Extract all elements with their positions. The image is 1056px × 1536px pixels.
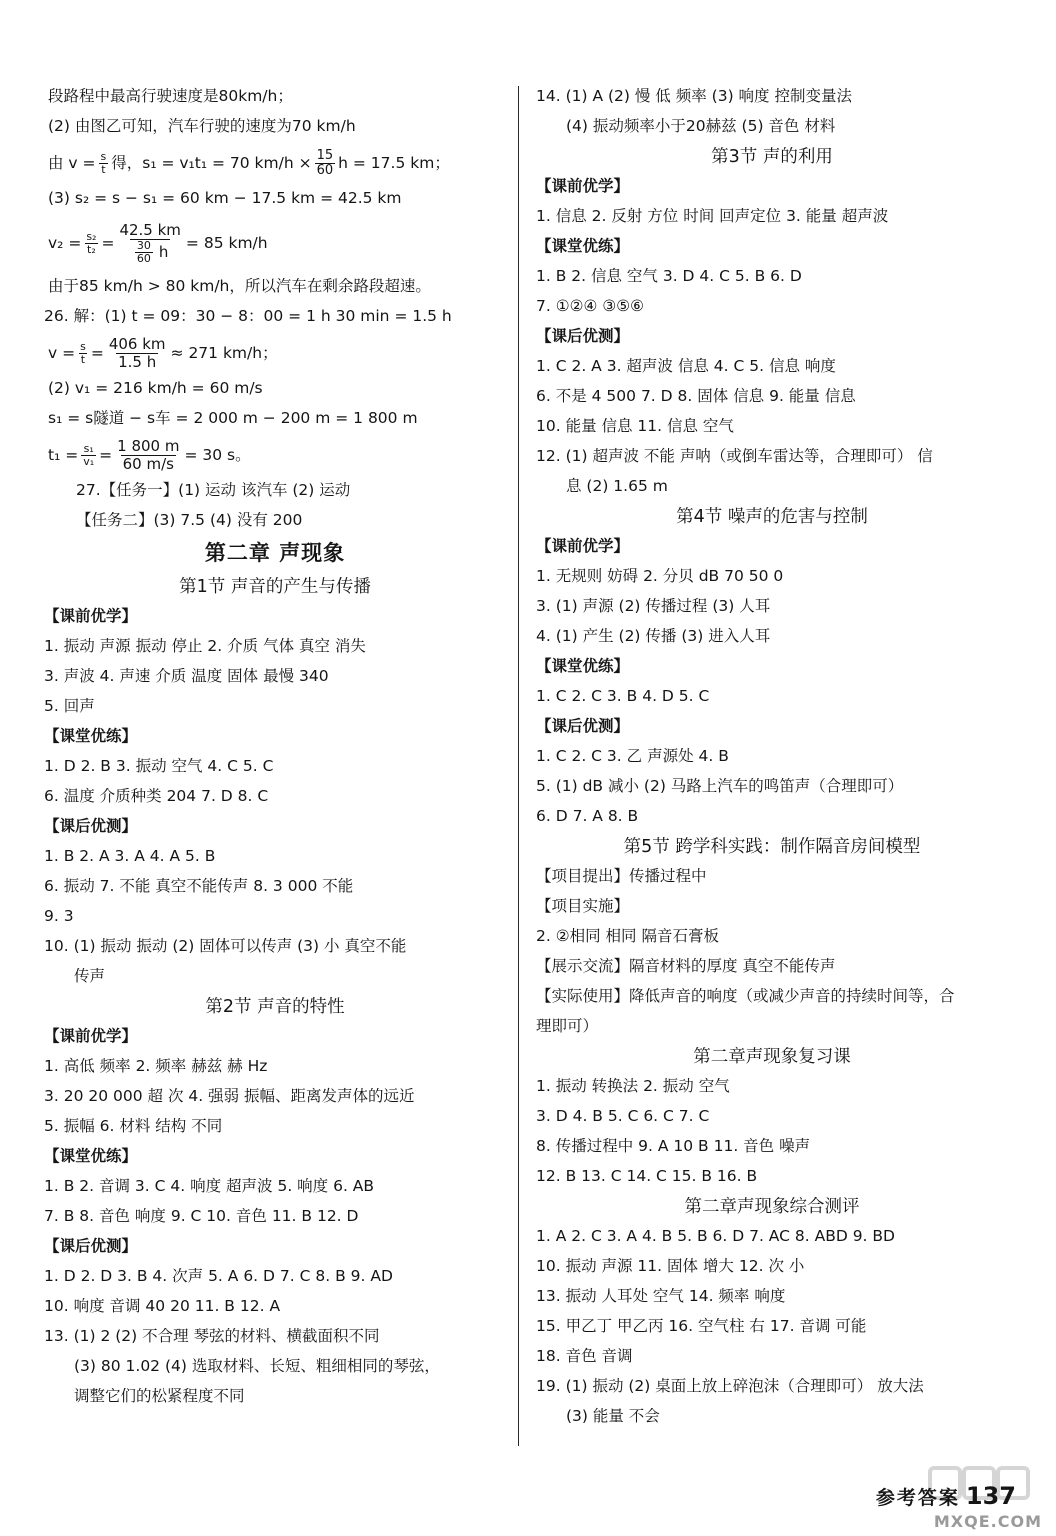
answer-line: 13. 振动 人耳处 空气 14. 频率 响度 xyxy=(536,1287,786,1305)
numerator: 1 800 m xyxy=(117,436,180,455)
answer-line: 5. 回声 xyxy=(44,697,95,715)
formula-line xyxy=(44,332,506,374)
formula-line xyxy=(44,142,506,184)
section-title: 第二章声现象复习课 xyxy=(693,1047,851,1067)
right-column xyxy=(536,82,1008,1432)
answer-line: 1. 无规则 妨碍 2. 分贝 dB 70 50 0 xyxy=(536,567,784,585)
formula-text: h = 17.5 km； xyxy=(338,154,450,172)
denominator: 1.5 h xyxy=(118,352,157,371)
formula-text: = 85 km/h xyxy=(185,234,268,252)
answer-line: 18. 音色 音调 xyxy=(536,1347,633,1365)
tag-after-class: 【课后优测】 xyxy=(536,717,630,735)
tag-pre-class: 【课前优学】 xyxy=(44,607,138,625)
compound-fraction xyxy=(117,222,182,265)
answer-line: 7. B 8. 音色 响度 9. C 10. 音色 11. B 12. D xyxy=(44,1207,359,1225)
denominator: t₂ xyxy=(87,242,96,256)
answer-line: 1. 信息 2. 反射 方位 时间 回声定位 3. 能量 超声波 xyxy=(536,207,889,225)
answer-line: 8. 传播过程中 9. A 10 B 11. 音色 噪声 xyxy=(536,1137,811,1155)
tag-after-class: 【课后优测】 xyxy=(44,1237,138,1255)
numerator: 15 xyxy=(316,147,334,163)
answer-line: 理即可） xyxy=(536,1017,599,1035)
tag-in-class: 【课堂优练】 xyxy=(44,727,138,745)
tag-after-class: 【课后优测】 xyxy=(536,327,630,345)
denominator: 60 xyxy=(136,251,151,265)
answer-line: 10. 能量 信息 11. 信息 空气 xyxy=(536,417,734,435)
answer-line: 1. C 2. C 3. 乙 声源处 4. B xyxy=(536,747,729,765)
answer-line: 调整它们的松紧程度不同 xyxy=(74,1387,245,1405)
answer-line: 14. (1) A (2) 慢 低 频率 (3) 响度 控制变量法 xyxy=(536,87,852,105)
answer-line: 3. (1) 声源 (2) 传播过程 (3) 人耳 xyxy=(536,597,771,615)
answer-line: (3) 能量 不会 xyxy=(566,1407,660,1425)
numerator: s₁ xyxy=(83,441,94,455)
answer-line: 6. D 7. A 8. B xyxy=(536,807,639,825)
answer-line: 4. (1) 产生 (2) 传播 (3) 进入人耳 xyxy=(536,627,771,645)
fraction xyxy=(81,443,96,468)
fraction xyxy=(107,336,168,371)
answer-line: 1. B 2. 音调 3. C 4. 响度 超声波 5. 响度 6. AB xyxy=(44,1177,375,1195)
text-line: 【任务二】(3) 7.5 (4) 没有 200 xyxy=(76,511,303,529)
answer-line: (4) 振动频率小于20赫兹 (5) 音色 材料 xyxy=(566,117,836,135)
formula-text: = 30 s。 xyxy=(184,446,251,464)
numerator: s₂ xyxy=(86,229,97,243)
formula-text: = xyxy=(101,234,115,252)
answer-line: (3) 80 1.02 (4) 选取材料、长短、粗细相同的琴弦， xyxy=(74,1357,440,1375)
formula-text: v₂ = xyxy=(48,234,82,252)
answer-line: 5. (1) dB 减小 (2) 马路上汽车的鸣笛声（合理即可） xyxy=(536,777,904,795)
denominator xyxy=(130,239,171,265)
tag-pre-class: 【课前优学】 xyxy=(536,537,630,555)
answer-line: 传声 xyxy=(74,967,106,985)
answer-line: 10. 响度 音调 40 20 11. B 12. A xyxy=(44,1297,281,1315)
answer-line: 7. ①②④ ③⑤⑥ xyxy=(536,297,645,315)
section-title: 第2节 声音的特性 xyxy=(205,997,345,1017)
answer-line: 【项目提出】传播过程中 xyxy=(536,867,707,885)
answer-line: 1. 振动 声源 振动 停止 2. 介质 气体 真空 消失 xyxy=(44,637,366,655)
answer-line: 12. B 13. C 14. C 15. B 16. B xyxy=(536,1167,758,1185)
formula-text: v = xyxy=(48,344,76,362)
answer-line: 【项目实施】 xyxy=(536,897,630,915)
formula-text: = xyxy=(99,446,113,464)
answer-line: 【展示交流】隔音材料的厚度 真空不能传声 xyxy=(536,957,836,975)
tag-after-class: 【课后优测】 xyxy=(44,817,138,835)
text-line: s₁ = s隧道 − s车 = 2 000 m − 200 m = 1 800 m xyxy=(48,409,418,427)
answer-line: 1. B 2. A 3. A 4. A 5. B xyxy=(44,847,216,865)
section-title: 第1节 声音的产生与传播 xyxy=(179,577,371,597)
answer-line: 1. 振动 转换法 2. 振动 空气 xyxy=(536,1077,730,1095)
page-number: 137 xyxy=(965,1482,1016,1510)
answer-line: 19. (1) 振动 (2) 桌面上放上碎泡沫（合理即可） 放大法 xyxy=(536,1377,924,1395)
text-line: 由于85 km/h > 80 km/h，所以汽车在剩余路段超速。 xyxy=(48,277,431,295)
answer-line: 3. D 4. B 5. C 6. C 7. C xyxy=(536,1107,710,1125)
fraction xyxy=(315,149,336,178)
text-line: 段路程中最高行驶速度是80km/h； xyxy=(48,87,293,105)
formula-text: 由 v = xyxy=(48,154,96,172)
denominator: t xyxy=(80,352,86,366)
answer-line: 1. A 2. C 3. A 4. B 5. B 6. D 7. AC 8. ABD 9. BD xyxy=(536,1227,895,1245)
section-title: 第3节 声的利用 xyxy=(711,147,833,167)
numerator: 42.5 km xyxy=(119,220,181,239)
tag-in-class: 【课堂优练】 xyxy=(536,657,630,675)
tag-in-class: 【课堂优练】 xyxy=(536,237,630,255)
formula-text: 得，s₁ = v₁t₁ = 70 km/h × xyxy=(111,154,312,172)
answer-line: 10. 振动 声源 11. 固体 增大 12. 次 小 xyxy=(536,1257,805,1275)
answer-line: 1. D 2. B 3. 振动 空气 4. C 5. C xyxy=(44,757,274,775)
denominator: v₁ xyxy=(83,454,95,468)
answer-line: 5. 振幅 6. 材料 结构 不同 xyxy=(44,1117,223,1135)
fraction xyxy=(115,438,181,473)
left-column xyxy=(44,82,506,1412)
fraction xyxy=(78,341,88,366)
text-line: 27.【任务一】(1) 运动 该汽车 (2) 运动 xyxy=(76,481,351,499)
text-line: (3) s₂ = s − s₁ = 60 km − 17.5 km = 42.5 km xyxy=(48,189,402,207)
answer-line: 10. (1) 振动 振动 (2) 固体可以传声 (3) 小 真空不能 xyxy=(44,937,407,955)
answer-line: 息 (2) 1.65 m xyxy=(566,477,668,495)
answer-line: 13. (1) 2 (2) 不合理 琴弦的材料、横截面积不同 xyxy=(44,1327,380,1345)
answer-line: 12. (1) 超声波 不能 声呐（或倒车雷达等，合理即可） 信 xyxy=(536,447,933,465)
answer-line: 6. 振动 7. 不能 真空不能传声 8. 3 000 不能 xyxy=(44,877,354,895)
answer-line: 15. 甲乙丁 甲乙丙 16. 空气柱 右 17. 音调 可能 xyxy=(536,1317,867,1335)
denominator: 60 xyxy=(316,162,334,178)
formula-text: = xyxy=(90,344,104,362)
numerator: s xyxy=(80,339,86,353)
numerator: 406 km xyxy=(108,334,166,353)
fraction xyxy=(99,151,109,176)
section-title: 第二章声现象综合测评 xyxy=(684,1197,860,1217)
text-line: 26. 解：(1) t = 09：30 − 8：00 = 1 h 30 min = 1.5 h xyxy=(44,307,452,325)
answer-line: 3. 20 20 000 超 次 4. 强弱 振幅、距离发声体的远近 xyxy=(44,1087,415,1105)
answer-line: 9. 3 xyxy=(44,907,74,925)
fraction xyxy=(135,240,153,265)
numerator: s xyxy=(100,149,107,163)
answer-line: 1. 高低 频率 2. 频率 赫兹 赫 Hz xyxy=(44,1057,268,1075)
numerator: 30 xyxy=(136,238,151,252)
unit: h xyxy=(158,242,169,261)
footer-label: 参考答案 xyxy=(875,1486,960,1509)
answer-line: 1. C 2. C 3. B 4. D 5. C xyxy=(536,687,710,705)
denominator: 60 m/s xyxy=(122,454,174,473)
text-line: (2) v₁ = 216 km/h = 60 m/s xyxy=(48,379,263,397)
section-title: 第4节 噪声的危害与控制 xyxy=(676,507,868,527)
formula-line xyxy=(44,214,506,272)
formula-line xyxy=(44,434,506,476)
answer-line: 6. 温度 介质种类 204 7. D 8. C xyxy=(44,787,269,805)
formula-text: t₁ = xyxy=(48,446,79,464)
answer-line: 【实际使用】降低声音的响度（或减少声音的持续时间等，合 xyxy=(536,987,955,1005)
watermark-text: MXQE.COM xyxy=(933,1512,1042,1531)
section-title: 第5节 跨学科实践：制作隔音房间模型 xyxy=(623,837,921,857)
chapter-title: 第二章 声现象 xyxy=(204,541,346,565)
answer-line: 1. D 2. D 3. B 4. 次声 5. A 6. D 7. C 8. B 9. AD xyxy=(44,1267,393,1285)
answer-line: 3. 声波 4. 声速 介质 温度 固体 最慢 340 xyxy=(44,667,329,685)
answer-line: 2. ②相同 相同 隔音石膏板 xyxy=(536,927,719,945)
formula-text: ≈ 271 km/h； xyxy=(170,344,278,362)
answer-line: 1. C 2. A 3. 超声波 信息 4. C 5. 信息 响度 xyxy=(536,357,836,375)
text-line: (2) 由图乙可知，汽车行驶的速度为70 km/h xyxy=(48,117,356,135)
tag-in-class: 【课堂优练】 xyxy=(44,1147,138,1165)
denominator: t xyxy=(101,162,106,176)
tag-pre-class: 【课前优学】 xyxy=(44,1027,138,1045)
column-divider xyxy=(518,86,519,1446)
answer-line: 1. B 2. 信息 空气 3. D 4. C 5. B 6. D xyxy=(536,267,802,285)
tag-pre-class: 【课前优学】 xyxy=(536,177,630,195)
fraction xyxy=(84,231,98,256)
answer-line: 6. 不是 4 500 7. D 8. 固体 信息 9. 能量 信息 xyxy=(536,387,856,405)
